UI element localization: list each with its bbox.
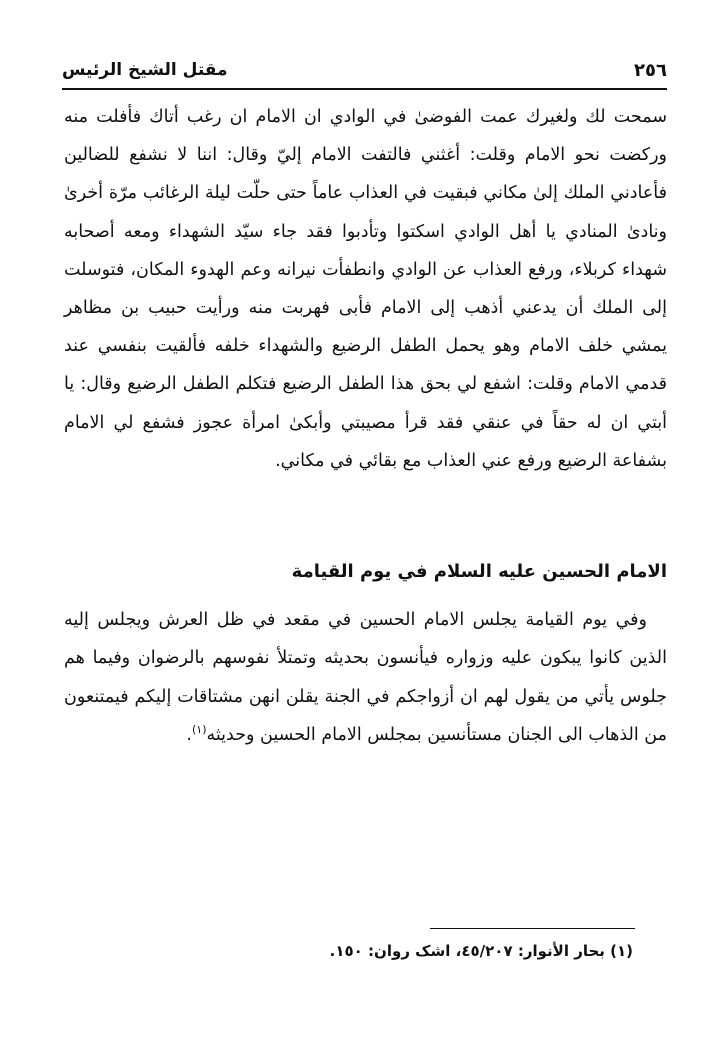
page-number: ٢٥٦: [634, 59, 667, 81]
section-heading: الامام الحسين‏ عليه السلام في يوم القيامة: [291, 561, 667, 582]
footnote-divider: [430, 928, 635, 929]
footnote-reference: (١): [191, 723, 207, 737]
main-text-block: [64, 98, 667, 480]
section-text-block: [64, 601, 667, 755]
section-paragraph-text: وفي يوم القيامة يجلس الامام الحسين في مقعد في ظل العرش ويجلس إليه الذين كانوا يبكون عليه وزواره فيأنسون بحديثه وتمتلأ نفوسهم بالرضوان وفيما هم جلوس يأتي من يقول لهم ان أزواجكم في الجنة يقلن انهن مشتاقات إليكم فيمتنعون من الذهاب الى الجنان مستأنسين بمجلس الامام الحسين وحديثه: [64, 610, 667, 746]
section-paragraph: [64, 601, 667, 755]
body-paragraph: سمحت لك ولغيرك عمت الفوضىٰ في الوادي ان الامام ان رغب أتاك فأفلت منه وركضت نحو الامام وقلت: أغثني فالتفت الامام إليّ وقال: اننا لا نشفع للضالين فأعادني الملك إلىٰ مكاني فبقيت في العذاب عاماً حتى حلّت ليلة الرغائب مرّة أخرىٰ ونادىٰ المنادي يا أهل الوادي اسكتوا وتأدبوا فقد جاء سيّد الشهداء ومعه أصحابه شهداء كربلاء، ورفع العذاب عن الوادي وانطفأت نيرانه وعم الهدوء المكان، فتوسلت إلى الملك أن يدعني أذهب إلى الامام فأبى فهربت منه ورأيت حبيب بن مظاهر يمشي خلف الامام وهو يحمل الطفل الرضيع والشهداء خلفه فألقيت بنفسي عند قدمي الامام وقلت: اشفع لي بحق هذا الطفل الرضيع فتكلم الطفل الرضيع وقال: يا أبتي ان له حقاً في عنقي فقد قرأ مصيبتي وأبكىٰ امرأة عجوز فشفع لي الامام بشفاعة الرضيع ورفع عني العذاب مع بقائي في مكاني.: [64, 107, 667, 471]
header-divider: [62, 88, 667, 90]
page-header: [62, 58, 667, 82]
footnote: (١) بحار الأنوار: ٤٥/٢٠٧، اشک روان: ١٥٠.: [329, 942, 633, 960]
section-paragraph-end: .: [186, 725, 192, 746]
running-title: مقتل الشيخ الرئيس: [62, 60, 228, 80]
